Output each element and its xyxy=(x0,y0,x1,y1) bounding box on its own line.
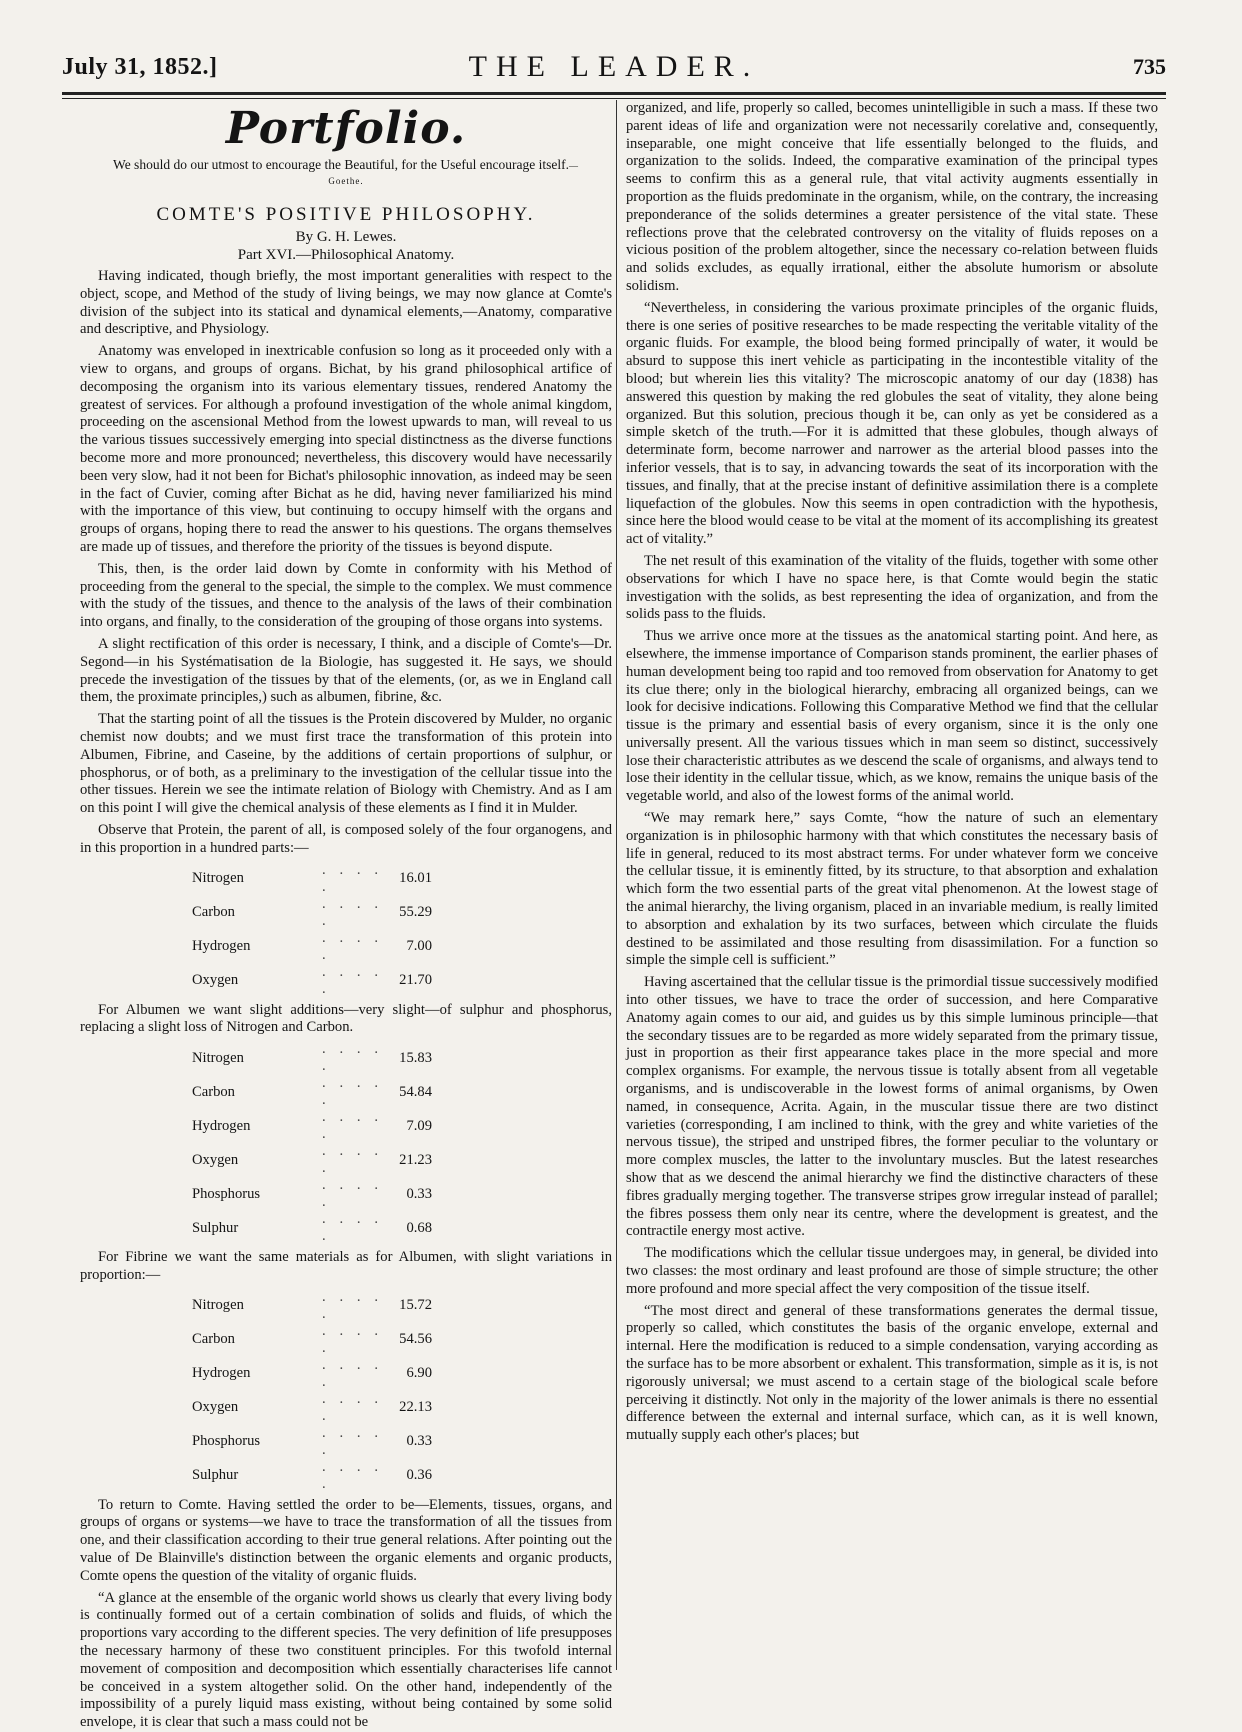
leader-dots: . . . . . xyxy=(322,1041,382,1075)
element-value: 54.56 xyxy=(399,1331,432,1348)
leader-dots: . . . . . xyxy=(322,1288,382,1322)
article-byline: By G. H. Lewes. xyxy=(295,229,397,245)
fibrine-intro: For Fibrine we want the same materials as for Albumen, with slight variations in proportion:— xyxy=(80,1249,612,1283)
element-value: 21.23 xyxy=(399,1151,432,1168)
element-value: 7.09 xyxy=(406,1117,432,1134)
article-part: Part XVI.—Philosophical Anatomy. xyxy=(237,247,455,263)
leader-dots: . . . . . xyxy=(322,1424,382,1458)
element-value: 0.33 xyxy=(406,1433,432,1450)
paragraph: That the starting point of all the tissues is the Protein discovered by Mulder, no organic chemist now doubts; and we must first trace the transformation of this protein into Albumen, Fibrine, and Caseine, by the additions of certain proportions of sulphur, or phosphorus, or of both, as a preliminary to the investigation of the cellular tissue into the other tissues. Herein we see the intimate relation of Biology with Chemistry. And as I am on this point I will give the chemical analysis of these elements as I find it in Mulder. xyxy=(80,711,612,817)
element-value: 16.01 xyxy=(399,870,432,886)
analysis-row xyxy=(192,1143,432,1177)
leader-dots: . . . . . xyxy=(322,1109,382,1143)
element-name: Hydrogen xyxy=(192,938,251,954)
analysis-row xyxy=(192,1289,432,1323)
analysis-row xyxy=(192,1041,432,1075)
analysis-row xyxy=(192,1425,432,1459)
analysis-row xyxy=(192,964,432,998)
element-name: Oxygen xyxy=(192,1151,239,1168)
paragraph: Having indicated, though briefly, the most important generalities with respect to the object, scope, and Method of the study of living beings, we may now glance at Comte's division of the subject into its statical and dynamical elements,—Anatomy, comparative and descriptive, and Physiology. xyxy=(80,268,612,338)
analysis-row xyxy=(192,1075,432,1109)
element-value: 7.00 xyxy=(406,938,432,954)
paragraph: To return to Comte. Having settled the order to be—Elements, tissues, organs, and groups of organs or systems—we have to trace the transformation of all the tissues from one, and their classification according to their true general relations. After pointing out the value of De Blainville's distinction between the organic elements and organic products, Comte opens the question of the vitality of organic fluids. xyxy=(80,1496,612,1584)
paragraph: A slight rectification of this order is necessary, I think, and a disciple of Comte's—Dr. Segond—in his Systématisation de la Biologie, has suggested it. He says, we should precede the investigation of the tissues by that of the elements, (or, as we in England call them, the proximate principles,) such as albumen, fibrine, &c. xyxy=(80,635,612,706)
element-name: Carbon xyxy=(192,904,235,920)
element-value: 54.84 xyxy=(399,1083,432,1100)
element-name: Oxygen xyxy=(192,972,239,988)
element-value: 15.83 xyxy=(399,1049,432,1066)
analysis-row xyxy=(192,930,432,964)
paragraph: “A glance at the ensemble of the organic world shows us clearly that every living body is continually formed out of a certain combination of solids and fluids, of which the proportions vary according to the different species. The very definition of life presupposes the necessary harmony of these two constituent principles. For this twofold internal movement of composition and decomposition which essentially characterises life cannot be conceived in a system altogether solid. On the other hand, independently of the impossibility of a purely liquid mass existing, without being contained by some solid envelope, it is clear that such a mass could not be xyxy=(80,1589,612,1731)
leader-dots: . . . . . xyxy=(322,1356,382,1390)
section-motto xyxy=(100,158,592,188)
right-paragraphs xyxy=(626,100,1158,1445)
motto-text: We should do our utmost to encourage the Beautiful, for the Useful encourage itself. xyxy=(113,157,569,172)
leader-dots: . . . . . xyxy=(322,1143,382,1177)
leader-dots: . . . . . xyxy=(322,895,382,929)
element-name: Hydrogen xyxy=(192,1365,251,1382)
paragraph: organized, and life, properly so called, becomes unintelligible in such a mass. If these two parent ideas of life and organization were not necessarily corelative and, consequently, inseparable, one might conceive that life essentially belonged to the fluids, and organization to the solids. Indeed, the comparative examination of the principal types seems to confirm this as a general rule, that vital activity augments essentially in proportion as the fluids predominate in the organism, while, on the contrary, the increasing preponderance of the solids determines a greater persistence of the vital state. These reflections prove that the celebrated controversy on the vitality of fluids reposes on a vicious position of the problem altogether, since the necessary co-relation between fluids and solids excludes, as equally irrational, either the absolute humorism or absolute solidism. xyxy=(626,100,1158,294)
paragraph: Observe that Protein, the parent of all, is composed solely of the four organogens, and in this proportion in a hundred parts:— xyxy=(80,821,612,856)
analysis-row xyxy=(192,1459,432,1493)
masthead-rule-thin xyxy=(62,98,1166,99)
element-name: Phosphorus xyxy=(192,1433,261,1450)
paragraph: “Nevertheless, in considering the various proximate principles of the organic fluids, there is one series of positive researches to be made respecting the veritable vitality of the organic fluids. For example, the blood being formed principally of water, it would be absurd to suppose this inert vehicle as participating in the incontestible vitality of the blood; but wherein lies this vitality? The microscopic anatomy of our day (1838) has answered this question by making the red globules the seat of vitality, they alone being organized. But this solution, precious though it be, can only as yet be considered as a simple sketch of the truth.—For it is admitted that these globules, though always of determinate form, become narrower and narrower as the arterial blood passes into the inferior vessels, that is to say, in advancing towards the seat of its incorporation with the tissues, and finally, that at the precise instant of definitive assimilation there is a complete liquefaction of the globules. Now this seems in open contradiction with the hypothesis, since here the blood would cease to be vital at the moment of its accomplishing its greatest act of vitality.” xyxy=(626,299,1158,548)
element-name: Carbon xyxy=(192,1331,235,1348)
element-name: Sulphur xyxy=(192,1219,239,1236)
issue-date: July 31, 1852.] xyxy=(62,54,218,80)
masthead-rule-thick xyxy=(62,92,1166,95)
element-value: 21.70 xyxy=(399,972,432,988)
element-value: 0.68 xyxy=(406,1219,432,1236)
albumen-intro: For Albumen we want slight additions—very slight—of sulphur and phosphorus, replacing a slight loss of Nitrogen and Carbon. xyxy=(80,1001,612,1036)
leader-dots: . . . . . xyxy=(322,861,382,895)
analysis-row xyxy=(192,896,432,930)
element-name: Oxygen xyxy=(192,1399,239,1416)
element-name: Nitrogen xyxy=(192,1297,244,1314)
leader-dots: . . . . . xyxy=(322,1075,382,1109)
analysis-row xyxy=(192,1109,432,1143)
leader-dots: . . . . . xyxy=(322,1390,382,1424)
left-column xyxy=(80,100,612,1731)
element-name: Phosphorus xyxy=(192,1185,261,1202)
element-name: Nitrogen xyxy=(192,870,244,886)
leader-dots: . . . . . xyxy=(322,1177,382,1211)
paragraph: This, then, is the order laid down by Comte in conformity with his Method of proceeding from the general to the special, the simple to the complex. We must commence with the study of the tissues, and thence to the analysis of the laws of their combination into organs, and finally, to the consideration of the grouping of those organs into systems. xyxy=(80,560,612,631)
element-value: 0.33 xyxy=(406,1185,432,1202)
element-value: 0.36 xyxy=(406,1467,432,1484)
analysis-row xyxy=(192,1323,432,1357)
albumen-analysis-table xyxy=(192,1041,432,1245)
paragraph: The modifications which the cellular tissue undergoes may, in general, be divided into two classes: the most ordinary and least profound are those of simple structure; the other more profound and more special affect the very composition of the tissue itself. xyxy=(626,1245,1158,1297)
element-value: 55.29 xyxy=(399,904,432,920)
analysis-row xyxy=(192,1211,432,1245)
element-value: 22.13 xyxy=(399,1399,432,1416)
element-name: Hydrogen xyxy=(192,1117,251,1134)
paragraph: Anatomy was enveloped in inextricable confusion so long as it proceeded only with a view to organs, and groups of organs. Bichat, by his grand philosophical artifice of decomposing the organism into its various elementary tissues, rendered Anatomy the greatest of services. For although a profound investigation of the whole animal kingdom, proceeding on the ascensional Method from the lowest upwards to man, will reveal to us the various tissues successively emerging into special distinctness as the diverse functions become more and more pronounced; nevertheless, this discovery would have necessarily been very slow, had it not been for Bichat's philosophic innovation, as indeed may be seen in the fact of Cuvier, coming after Bichat as he did, having never familiarized his mind with the importance of this view, but continuing to occupy himself with the organs and groups of organs, hoping there to read the answer to his questions. The organs themselves are made up of tissues, and therefore the priority of the tissues is beyond dispute. xyxy=(80,343,612,555)
protein-analysis-table xyxy=(192,862,432,998)
right-column xyxy=(626,100,1158,1670)
leader-dots: . . . . . xyxy=(322,929,382,963)
element-name: Nitrogen xyxy=(192,1049,244,1066)
paragraph: “The most direct and general of these transformations generates the dermal tissue, properly so called, which constitutes the basis of the organic envelope, external and internal. Here the modification is reduced to a simple condensation, varying according as the surface has to be more absorbent or exhalent. This transformation, simple as it is, is not rigorously universal; we must ascend to a certain stage of the biological scale before perceiving it distinctly. Not only in the majority of the lower animals is there no essential difference between the external and internal surface, which can, as it is well known, mutually supply each other's places; but xyxy=(626,1302,1158,1444)
element-name: Sulphur xyxy=(192,1467,239,1484)
left-paragraphs xyxy=(80,268,612,858)
analysis-row xyxy=(192,1357,432,1391)
leader-dots: . . . . . xyxy=(322,963,382,997)
column-divider xyxy=(616,100,617,1670)
motto-attribution: —Goethe. xyxy=(328,161,579,186)
page-number: 735 xyxy=(1133,54,1166,79)
leader-dots: . . . . . xyxy=(322,1322,382,1356)
left-paragraphs-continued xyxy=(80,1497,612,1732)
section-title: Portfolio. xyxy=(225,103,467,154)
paragraph: Thus we arrive once more at the tissues as the anatomical starting point. And here, as elsewhere, the immense importance of Comparison stands prominent, the earlier phases of human development being too rapid and too removed from observation for Anatomy to get its clue there; only in the biological hierarchy, embracing all organized beings, can we look for decisive indications. Following this Comparative Method we find that the cellular tissue is the primary and essential basis of every organism, since it is the only one universally present. All the various tissues which in man seem so distinct, successively lose their characteristic attributes as we descend the scale of organisms, and always tend to lose their identity in the cellular tissue, which, as we know, remains the unique basis of the vegetable world, and also of the lowest forms of the animal world. xyxy=(626,628,1158,805)
element-name: Carbon xyxy=(192,1083,235,1100)
analysis-row xyxy=(192,1177,432,1211)
paragraph: Having ascertained that the cellular tissue is the primordial tissue successively modified into other tissues, we have to trace the order of succession, and here Comparative Anatomy again comes to our aid, and guides us by this simple luminous principle—that the secondary tissues are to be regarded as more widely separated from the primary tissue, just in proportion as their first appearance takes place in the more special and more complex organisms. For example, the nervous tissue is totally absent from all vegetable organisms, and is undiscoverable in the lowest forms of animal organisms, by Owen named, in consequence, Acrita. Again, in the muscular tissue there are two distinct varieties (corresponding, I am inclined to think, with the grey and white varieties of the nervous tissue), the striped and unstriped fibres, the former peculiar to the voluntary or more complex muscles, the latter to the involuntary muscles. But the latest researches show that as we descend the animal hierarchy we find the distinctive characters of these fibres gradually merging together. The transverse stripes grow irregular instead of parallel; the fibres possess them only near its centre, where the development is greatest, and the contractile energy most active. xyxy=(626,974,1158,1240)
element-value: 6.90 xyxy=(406,1365,432,1382)
element-value: 15.72 xyxy=(399,1297,432,1314)
article-title: COMTE'S POSITIVE PHILOSOPHY. xyxy=(156,204,536,225)
analysis-row xyxy=(192,862,432,896)
masthead xyxy=(62,48,1166,88)
leader-dots: . . . . . xyxy=(322,1211,382,1245)
fibrine-analysis-table xyxy=(192,1289,432,1493)
publication-title: THE LEADER. xyxy=(468,50,760,83)
analysis-row xyxy=(192,1391,432,1425)
leader-dots: . . . . . xyxy=(322,1458,382,1492)
paragraph: “We may remark here,” says Comte, “how the nature of such an elementary organization is in philosophic harmony with that which constitutes the necessary basis of life in general, reduced to its most abstract terms. For under whatever form we conceive the cellular tissue, it is eminently fitted, by its structure, to that absorption and exhalation which form the two essential parts of the great vital phenomenon. At the lowest stage of the animal hierarchy, the living organism, placed in an invariable medium, is really limited to absorption and exhalation by its two surfaces, between which circulate the fluids destined to be assimilated and those resulting from disassimilation. For a function so simple the simple cell is sufficient.” xyxy=(626,810,1158,969)
paragraph: The net result of this examination of the vitality of the fluids, together with some other observations for which I have no space here, is that Comte would begin the static investigation with the solids, as best representing the idea of organization, and from the solids pass to the fluids. xyxy=(626,552,1158,623)
